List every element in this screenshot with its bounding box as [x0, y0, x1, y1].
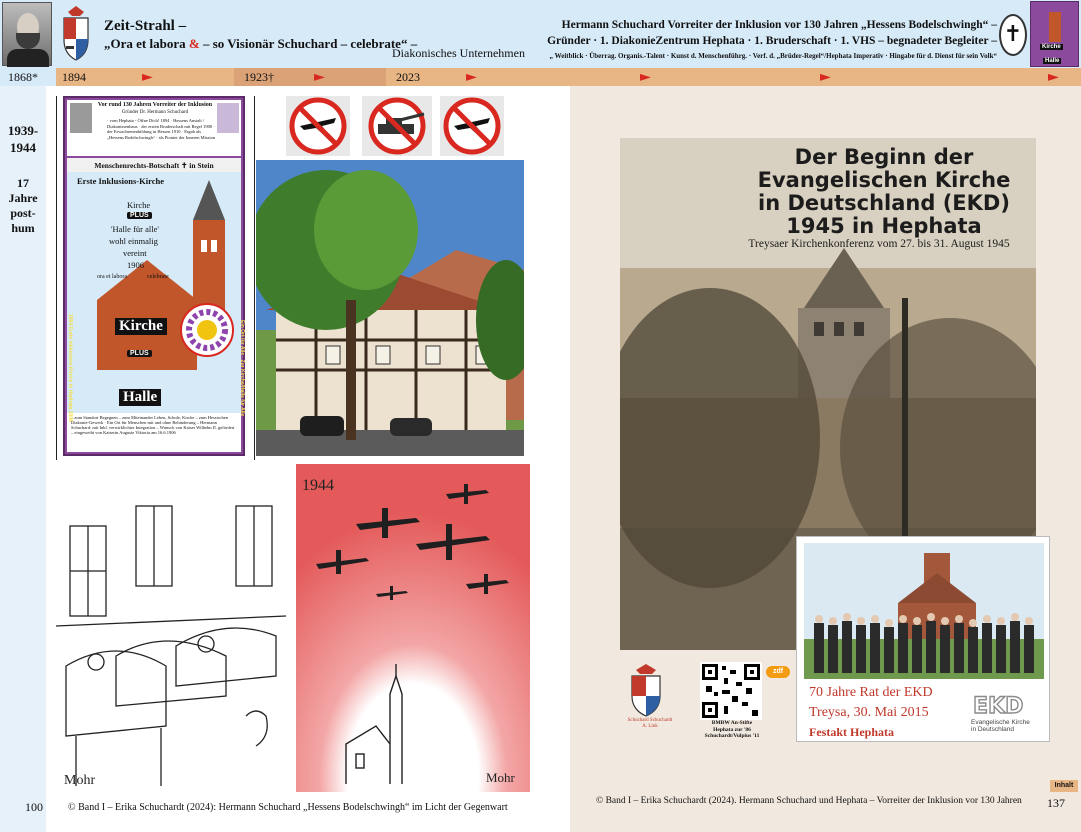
- timeline-bar: [0, 68, 1081, 86]
- poster-top-subtitle: Gründer Dr. Hermann Schuchard: [121, 110, 189, 115]
- portrait-thumbnail: [217, 103, 239, 133]
- divider: [56, 96, 57, 460]
- poster-word: 'Halle für alle': [111, 224, 159, 234]
- timeline-arrow-icon: ►: [466, 69, 477, 85]
- coat-of-arms-icon: [58, 4, 94, 62]
- ekd-title: Der Beginn der Evangelischen Kirche in Deutschland (EKD) 1945 in Hephata: [757, 145, 1011, 238]
- poster-word: Kirche: [127, 200, 151, 210]
- timeline-arrow-icon: ►: [142, 69, 153, 85]
- cross-icon: ✝: [999, 14, 1027, 56]
- poster-header: [67, 100, 241, 156]
- motto-line: „Ora et labora & – so Visionär Schuchard – celebrate“ –: [104, 36, 418, 51]
- timeline-label: 1868*: [8, 70, 38, 84]
- page-number-left: 100: [25, 800, 43, 814]
- timeline-arrow-icon: ►: [314, 69, 325, 85]
- year-range: 1939- 1944: [7, 123, 39, 155]
- poster-word: wohl einmalig: [109, 236, 158, 246]
- timeline-arrow-icon: ►: [640, 69, 651, 85]
- poster-first-church: Erste Inklusions-Kirche: [77, 176, 164, 186]
- kirche-label: Kirche: [115, 318, 167, 335]
- timeline-label: 1894: [62, 70, 86, 84]
- poster-body: [67, 158, 241, 452]
- halle-label: Halle: [119, 389, 161, 406]
- festakt-line: Treysa, 30. Mai 2015: [809, 705, 929, 720]
- church-illustration: [97, 180, 237, 380]
- header-right-line-2: Gründer · 1. DiakonieZentrum Hephata · 1. Bruderschaft · 1. VHS – begnadeter Begleiter –: [547, 35, 997, 47]
- timeline-arrow-icon: ►: [1048, 69, 1059, 85]
- org-label: Diakonisches Unternehmen: [392, 46, 525, 60]
- zdf-logo-icon: zdf: [766, 666, 790, 678]
- crest-caption: Schuchard Schuchardt A. Link: [627, 718, 673, 729]
- poster-side-text: 1894 Erste Inklusions-Kirche in Hephata 1906: [67, 314, 73, 422]
- hospital-ward-cartoon: [56, 466, 286, 792]
- portrait-photo: [2, 2, 52, 66]
- header-right-line-1: Hermann Schuchard Vorreiter der Inklusion vor 130 Jahren „Hessens Bodelschwingh“ –: [561, 19, 997, 31]
- left-year-column: [0, 86, 46, 832]
- inclusion-church-poster: [63, 96, 245, 456]
- bombers-1944-cartoon: [296, 464, 530, 792]
- timeline-arrow-icon: ►: [820, 69, 831, 85]
- coat-of-arms-icon: [624, 662, 668, 718]
- no-tanks-icon: [362, 96, 432, 156]
- plus-badge: PLUS: [127, 350, 152, 357]
- festakt-line: 70 Jahre Rat der EKD: [809, 685, 933, 700]
- group-photo: [804, 543, 1044, 679]
- poster-word: ora et labora: [97, 274, 127, 280]
- poster-top-title: Vor rund 130 Jahren Vorreiter der Inklusion: [97, 102, 213, 108]
- ekd-subtitle: Treysaer Kirchenkonferenz vom 27. bis 31. August 1945: [748, 238, 1010, 250]
- timeline-label: 2023: [396, 70, 420, 84]
- poster-footer-text: – zum Standort Begegnen – zum Miteinander Leben, Schule, Kirche – zum Hessischen Diakonie-Gewerk · Ein Ort für Menschen mit und ohne Behinderung – Hermann Schuchard: mit Inkl. verwirklichter Integration – Wunsch von Kaiser Wilhelm II. gefördert – eingeweiht von Kaiserin Auguste Viktoria am 16.6.1906: [67, 413, 241, 452]
- header-right-line-3: „ Weitblick · Überrag. Organis.-Talent · Kunst d. Menschenführg. · Verf. d. „Brüder-Regel“/Hephata Imperativ · Hingabe für d. Dienst für sein Volk“: [549, 52, 997, 60]
- qr-caption: BMBW An-Stifte Hephata zur '86 Schuchardt/Vulpius '11: [704, 720, 760, 739]
- no-planes-icon: [440, 96, 504, 156]
- divider: [254, 96, 255, 460]
- drawing-year: 1944: [302, 477, 334, 494]
- plus-badge: PLUS: [127, 212, 152, 219]
- timeline-label: 1923†: [244, 70, 274, 84]
- artist-signature: Mohr: [64, 773, 96, 788]
- posthumous-duration: 17 Jahre post- hum: [8, 176, 38, 235]
- footer-copyright-right: © Band I – Erika Schuchardt (2024). Hermann Schuchard und Hephata – Vorreiter der Inklusion vor 130 Jahren: [596, 796, 1022, 806]
- poster-word: celebrate: [147, 274, 169, 280]
- festakt-line: Festakt Hephata: [809, 725, 894, 739]
- festakt-card: [796, 536, 1050, 742]
- footer-copyright-left: © Band I – Erika Schuchardt (2024): Hermann Schuchard „Hessens Bodelschwingh“ im Licht der Gegenwart: [68, 802, 508, 813]
- ekd-logo-caption: Evangelische Kirche in Deutschland: [971, 719, 1030, 733]
- poster-heading: Menschenrechts-Botschaft ✝ in Stein: [67, 158, 241, 172]
- book-cover-thumbnail[interactable]: Kirche Halle: [1030, 1, 1079, 67]
- hephata-house-photo: [256, 160, 524, 456]
- header-bar: [0, 0, 1081, 68]
- qr-code-icon[interactable]: [700, 662, 762, 720]
- no-planes-icon: [286, 96, 350, 156]
- portrait-thumbnail: [70, 103, 92, 133]
- contents-button[interactable]: Inhalt: [1050, 780, 1078, 792]
- ekd-logo-icon: [969, 689, 1043, 719]
- poster-top-text: · vom Hephata - Öffne Dich! 1894 · Hessens Anstalt / Diakonissenhaus · der ersten Bruderschaft mit Regel 1900 · der Erwachsenenbildung in Hessen 1910 · Ergab als „Hessens Bodelschwingh“ · als Pionier der Inneren Mission: [107, 118, 216, 140]
- page-title: Zeit-Strahl –: [104, 18, 187, 34]
- svg-text:EKD: EKD: [973, 694, 1024, 719]
- poster-word: vereint: [123, 248, 147, 258]
- page-number-right: 137: [1047, 796, 1065, 810]
- poster-side-text: Ein Ort für Alle · Zur Kirche/Halle für Alle: [239, 319, 245, 417]
- poster-year: 1906: [127, 260, 144, 270]
- artist-signature: Mohr: [486, 770, 515, 785]
